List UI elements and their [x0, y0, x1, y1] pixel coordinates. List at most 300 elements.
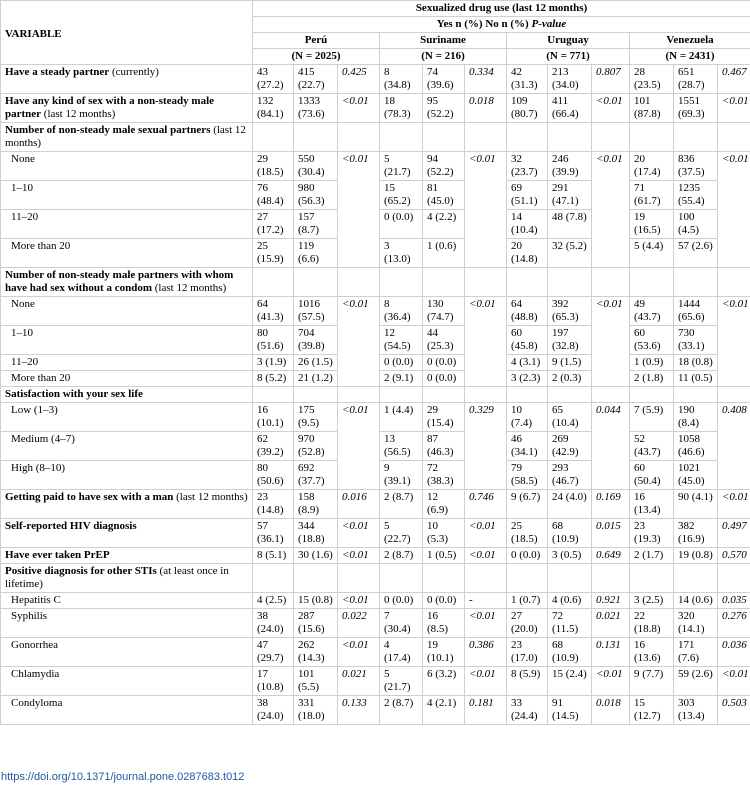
section-heading-row [1, 387, 750, 403]
value-cell: 19 (0.8) [674, 548, 718, 564]
empty-cell [674, 123, 718, 152]
variable-cell [1, 519, 253, 548]
country-venezuela: Venezuela [630, 33, 750, 49]
value-cell: 71 (61.7) [630, 181, 674, 210]
p-value-cell: <0.01 [465, 152, 507, 268]
value-cell: 3 (1.9) [253, 355, 294, 371]
p-value-cell: 0.649 [592, 548, 630, 564]
subcategory-label: Condyloma [1, 696, 253, 725]
p-value-cell: <0.01 [592, 152, 630, 268]
p-value-cell: <0.01 [718, 94, 750, 123]
value-cell: 3 (2.3) [507, 371, 548, 387]
value-cell: 59 (2.6) [674, 667, 718, 696]
value-cell: 0 (0.0) [380, 355, 423, 371]
table-row [1, 519, 750, 548]
value-cell: 130 (74.7) [423, 297, 465, 326]
value-cell: 175 (9.5) [294, 403, 338, 432]
empty-cell [507, 387, 548, 403]
value-cell: 19 (16.5) [630, 210, 674, 239]
p-value-cell: <0.01 [718, 667, 750, 696]
value-cell: 90 (4.1) [674, 490, 718, 519]
value-cell: 2 (8.7) [380, 696, 423, 725]
value-cell: 8 (5.1) [253, 548, 294, 564]
value-cell: 7 (5.9) [630, 403, 674, 432]
value-cell: 320 (14.1) [674, 609, 718, 638]
empty-cell [423, 564, 465, 593]
value-cell: 72 (38.3) [423, 461, 465, 490]
empty-cell [423, 123, 465, 152]
value-cell: 23 (14.8) [253, 490, 294, 519]
empty-cell [465, 268, 507, 297]
p-value-cell: 0.467 [718, 65, 750, 94]
empty-cell [465, 564, 507, 593]
value-cell: 0 (0.0) [380, 210, 423, 239]
header-row-title [1, 1, 750, 17]
value-cell: 42 (31.3) [507, 65, 548, 94]
value-cell: 68 (10.9) [548, 519, 592, 548]
value-cell: 17 (10.8) [253, 667, 294, 696]
value-cell: 0 (0.0) [380, 593, 423, 609]
value-cell: 0 (0.0) [507, 548, 548, 564]
value-cell: 13 (56.5) [380, 432, 423, 461]
p-value-cell: 0.425 [338, 65, 380, 94]
p-value-cell: 0.807 [592, 65, 630, 94]
value-cell: 4 (2.2) [423, 210, 465, 239]
value-cell: 4 (0.6) [548, 593, 592, 609]
value-cell: 16 (8.5) [423, 609, 465, 638]
value-cell: 158 (8.9) [294, 490, 338, 519]
value-cell: 392 (65.3) [548, 297, 592, 326]
p-value-cell: <0.01 [592, 297, 630, 387]
variable-label-bold: Number of non-steady male partners with whom have had sex without a condom [5, 269, 234, 294]
variable-cell [1, 490, 253, 519]
empty-cell [423, 387, 465, 403]
p-value-cell: <0.01 [338, 548, 380, 564]
value-cell: 651 (28.7) [674, 65, 718, 94]
subcategory-label: Syphilis [1, 609, 253, 638]
empty-cell [718, 268, 750, 297]
p-value-cell: 0.018 [465, 94, 507, 123]
value-cell: 15 (12.7) [630, 696, 674, 725]
value-cell: 4 (3.1) [507, 355, 548, 371]
empty-cell [380, 387, 423, 403]
value-cell: 64 (41.3) [253, 297, 294, 326]
empty-cell [548, 387, 592, 403]
p-value-cell: 0.746 [465, 490, 507, 519]
value-cell: 704 (39.8) [294, 326, 338, 355]
value-cell: 62 (39.2) [253, 432, 294, 461]
p-value-cell: 0.036 [718, 638, 750, 667]
p-value-cell: <0.01 [592, 667, 630, 696]
empty-cell [718, 564, 750, 593]
value-cell: 4 (2.5) [253, 593, 294, 609]
empty-cell [718, 123, 750, 152]
value-cell: 87 (46.3) [423, 432, 465, 461]
variable-cell [1, 564, 253, 593]
p-value-cell: <0.01 [465, 548, 507, 564]
value-cell: 27 (20.0) [507, 609, 548, 638]
value-cell: 9 (39.1) [380, 461, 423, 490]
value-cell: 344 (18.8) [294, 519, 338, 548]
value-cell: 81 (45.0) [423, 181, 465, 210]
empty-cell [294, 387, 338, 403]
empty-cell [630, 268, 674, 297]
p-value-cell: 0.021 [338, 667, 380, 696]
variable-label-bold: Satisfaction with your sex life [5, 388, 143, 400]
value-cell: 0 (0.0) [423, 371, 465, 387]
p-value-cell: 0.921 [592, 593, 630, 609]
value-cell: 15 (65.2) [380, 181, 423, 210]
value-cell: 411 (66.4) [548, 94, 592, 123]
subcategory-label: Medium (4–7) [1, 432, 253, 461]
value-cell: 1444 (65.6) [674, 297, 718, 326]
p-value-cell: <0.01 [338, 593, 380, 609]
value-cell: 287 (15.6) [294, 609, 338, 638]
value-cell: 730 (33.1) [674, 326, 718, 355]
p-value-cell: <0.01 [338, 152, 380, 268]
p-value-cell: 0.018 [592, 696, 630, 725]
subcategory-label: Chlamydia [1, 667, 253, 696]
value-cell: 3 (0.5) [548, 548, 592, 564]
p-value-cell: 0.181 [465, 696, 507, 725]
value-cell: 132 (84.1) [253, 94, 294, 123]
empty-cell [253, 268, 294, 297]
value-cell: 91 (14.5) [548, 696, 592, 725]
value-cell: 2 (1.8) [630, 371, 674, 387]
value-cell: 1333 (73.6) [294, 94, 338, 123]
variable-cell [1, 94, 253, 123]
table-row [1, 490, 750, 519]
subcategory-label: High (8–10) [1, 461, 253, 490]
value-cell: 33 (24.4) [507, 696, 548, 725]
empty-cell [630, 123, 674, 152]
p-value-cell: - [465, 593, 507, 609]
empty-cell [380, 268, 423, 297]
value-cell: 2 (9.1) [380, 371, 423, 387]
value-cell: 3 (13.0) [380, 239, 423, 268]
subcategory-label: Gonorrhea [1, 638, 253, 667]
value-cell: 246 (39.9) [548, 152, 592, 181]
value-cell: 14 (10.4) [507, 210, 548, 239]
p-value-cell: 0.408 [718, 403, 750, 490]
value-cell: 5 (4.4) [630, 239, 674, 268]
subcategory-label: 11–20 [1, 355, 253, 371]
section-heading-row [1, 564, 750, 593]
value-cell: 49 (43.7) [630, 297, 674, 326]
value-cell: 2 (1.7) [630, 548, 674, 564]
p-value-cell: 0.035 [718, 593, 750, 609]
value-cell: 1058 (46.6) [674, 432, 718, 461]
value-cell: 7 (30.4) [380, 609, 423, 638]
value-cell: 15 (0.8) [294, 593, 338, 609]
value-cell: 293 (46.7) [548, 461, 592, 490]
value-cell: 16 (10.1) [253, 403, 294, 432]
value-cell: 24 (4.0) [548, 490, 592, 519]
value-cell: 8 (5.9) [507, 667, 548, 696]
empty-cell [294, 123, 338, 152]
value-cell: 44 (25.3) [423, 326, 465, 355]
value-cell: 27 (17.2) [253, 210, 294, 239]
value-cell: 2 (8.7) [380, 490, 423, 519]
p-value-cell: <0.01 [465, 609, 507, 638]
value-cell: 1016 (57.5) [294, 297, 338, 326]
empty-cell [630, 564, 674, 593]
value-cell: 20 (14.8) [507, 239, 548, 268]
value-cell: 171 (7.6) [674, 638, 718, 667]
value-cell: 4 (17.4) [380, 638, 423, 667]
subtitle-pvalue: P-value [531, 18, 567, 30]
country-peru: Perú [253, 33, 380, 49]
table-row [1, 403, 750, 432]
value-cell: 19 (10.1) [423, 638, 465, 667]
value-cell: 692 (37.7) [294, 461, 338, 490]
value-cell: 28 (23.5) [630, 65, 674, 94]
value-cell: 303 (13.4) [674, 696, 718, 725]
value-cell: 382 (16.9) [674, 519, 718, 548]
empty-cell [630, 387, 674, 403]
p-value-cell: 0.169 [592, 490, 630, 519]
p-value-cell: <0.01 [338, 297, 380, 387]
table-subtitle [253, 17, 750, 33]
value-cell: 23 (17.0) [507, 638, 548, 667]
value-cell: 4 (2.1) [423, 696, 465, 725]
value-cell: 9 (6.7) [507, 490, 548, 519]
variable-header-cell [1, 1, 253, 65]
value-cell: 0 (0.0) [423, 355, 465, 371]
value-cell: 32 (23.7) [507, 152, 548, 181]
table-row [1, 94, 750, 123]
value-cell: 157 (8.7) [294, 210, 338, 239]
empty-cell [592, 123, 630, 152]
p-value-cell: <0.01 [338, 638, 380, 667]
variable-label-rest: (currently) [109, 66, 159, 78]
table-row [1, 65, 750, 94]
empty-cell [380, 564, 423, 593]
value-cell: 38 (24.0) [253, 696, 294, 725]
empty-cell [465, 387, 507, 403]
value-cell: 10 (5.3) [423, 519, 465, 548]
table-row [1, 152, 750, 181]
value-cell: 14 (0.6) [674, 593, 718, 609]
value-cell: 29 (15.4) [423, 403, 465, 432]
p-value-cell: 0.570 [718, 548, 750, 564]
p-value-cell: 0.022 [338, 609, 380, 638]
value-cell: 30 (1.6) [294, 548, 338, 564]
value-cell: 213 (34.0) [548, 65, 592, 94]
variable-label-bold: Have ever taken PrEP [5, 549, 110, 561]
empty-cell [338, 123, 380, 152]
value-cell: 57 (36.1) [253, 519, 294, 548]
subcategory-label: More than 20 [1, 371, 253, 387]
subcategory-label: 1–10 [1, 181, 253, 210]
empty-cell [548, 564, 592, 593]
value-cell: 1235 (55.4) [674, 181, 718, 210]
value-cell: 2 (0.3) [548, 371, 592, 387]
value-cell: 197 (32.8) [548, 326, 592, 355]
value-cell: 415 (22.7) [294, 65, 338, 94]
subcategory-label: Low (1–3) [1, 403, 253, 432]
empty-cell [507, 268, 548, 297]
subcategory-label: 1–10 [1, 326, 253, 355]
value-cell: 79 (58.5) [507, 461, 548, 490]
p-value-cell: <0.01 [718, 297, 750, 387]
value-cell: 12 (6.9) [423, 490, 465, 519]
table-row [1, 696, 750, 725]
variable-label-bold: Have a steady partner [5, 66, 110, 78]
p-value-cell: <0.01 [592, 94, 630, 123]
variable-cell [1, 387, 253, 403]
table-row [1, 667, 750, 696]
n-venezuela: (N = 2431) [630, 49, 750, 65]
value-cell: 0 (0.0) [423, 593, 465, 609]
variable-label: VARIABLE [5, 28, 62, 40]
p-value-cell: <0.01 [338, 94, 380, 123]
value-cell: 5 (22.7) [380, 519, 423, 548]
value-cell: 25 (15.9) [253, 239, 294, 268]
value-cell: 1 (4.4) [380, 403, 423, 432]
section-heading-row [1, 268, 750, 297]
value-cell: 46 (34.1) [507, 432, 548, 461]
value-cell: 101 (5.5) [294, 667, 338, 696]
value-cell: 291 (47.1) [548, 181, 592, 210]
value-cell: 12 (54.5) [380, 326, 423, 355]
country-uruguay: Uruguay [507, 33, 630, 49]
p-value-cell: 0.015 [592, 519, 630, 548]
value-cell: 80 (51.6) [253, 326, 294, 355]
empty-cell [294, 564, 338, 593]
value-cell: 269 (42.9) [548, 432, 592, 461]
variable-cell [1, 123, 253, 152]
empty-cell [718, 387, 750, 403]
value-cell: 8 (34.8) [380, 65, 423, 94]
empty-cell [465, 123, 507, 152]
subcategory-label: More than 20 [1, 239, 253, 268]
country-suriname: Suriname [380, 33, 507, 49]
variable-cell [1, 65, 253, 94]
subcategory-label: None [1, 297, 253, 326]
doi-link[interactable]: https://doi.org/10.1371/journal.pone.0287683.t012 [1, 771, 245, 783]
empty-cell [253, 387, 294, 403]
value-cell: 8 (5.2) [253, 371, 294, 387]
p-value-cell: 0.497 [718, 519, 750, 548]
value-cell: 20 (17.4) [630, 152, 674, 181]
p-value-cell: 0.021 [592, 609, 630, 638]
value-cell: 1 (0.5) [423, 548, 465, 564]
value-cell: 43 (27.2) [253, 65, 294, 94]
value-cell: 100 (4.5) [674, 210, 718, 239]
value-cell: 1 (0.6) [423, 239, 465, 268]
empty-cell [253, 564, 294, 593]
empty-cell [338, 268, 380, 297]
empty-cell [294, 268, 338, 297]
empty-cell [253, 123, 294, 152]
empty-cell [423, 268, 465, 297]
value-cell: 64 (48.8) [507, 297, 548, 326]
value-cell: 29 (18.5) [253, 152, 294, 181]
p-value-cell: <0.01 [338, 519, 380, 548]
p-value-cell: 0.276 [718, 609, 750, 638]
value-cell: 550 (30.4) [294, 152, 338, 181]
value-cell: 60 (45.8) [507, 326, 548, 355]
p-value-cell: <0.01 [718, 152, 750, 268]
value-cell: 25 (18.5) [507, 519, 548, 548]
empty-cell [338, 387, 380, 403]
value-cell: 80 (50.6) [253, 461, 294, 490]
empty-cell [674, 387, 718, 403]
value-cell: 3 (2.5) [630, 593, 674, 609]
value-cell: 60 (53.6) [630, 326, 674, 355]
p-value-cell: 0.334 [465, 65, 507, 94]
empty-cell [507, 123, 548, 152]
section-heading-row [1, 123, 750, 152]
value-cell: 74 (39.6) [423, 65, 465, 94]
value-cell: 2 (8.7) [380, 548, 423, 564]
p-value-cell: 0.016 [338, 490, 380, 519]
table-row [1, 593, 750, 609]
p-value-cell: 0.133 [338, 696, 380, 725]
value-cell: 9 (1.5) [548, 355, 592, 371]
variable-cell [1, 548, 253, 564]
variable-cell [1, 268, 253, 297]
value-cell: 47 (29.7) [253, 638, 294, 667]
empty-cell [548, 123, 592, 152]
subcategory-label: Hepatitis C [1, 593, 253, 609]
value-cell: 68 (10.9) [548, 638, 592, 667]
p-value-cell: 0.503 [718, 696, 750, 725]
variable-label-rest: (last 12 months) [152, 282, 227, 294]
subtitle-prefix: Yes n (%) No n (%) [436, 18, 529, 30]
value-cell: 5 (21.7) [380, 667, 423, 696]
value-cell: 331 (18.0) [294, 696, 338, 725]
empty-cell [380, 123, 423, 152]
value-cell: 65 (10.4) [548, 403, 592, 432]
table-title: Sexualized drug use (last 12 months) [253, 1, 750, 17]
p-value-cell: 0.386 [465, 638, 507, 667]
value-cell: 190 (8.4) [674, 403, 718, 432]
value-cell: 980 (56.3) [294, 181, 338, 210]
value-cell: 22 (18.8) [630, 609, 674, 638]
value-cell: 16 (13.6) [630, 638, 674, 667]
empty-cell [548, 268, 592, 297]
value-cell: 262 (14.3) [294, 638, 338, 667]
value-cell: 836 (37.5) [674, 152, 718, 181]
value-cell: 18 (0.8) [674, 355, 718, 371]
empty-cell [674, 268, 718, 297]
p-value-cell: <0.01 [338, 403, 380, 490]
empty-cell [507, 564, 548, 593]
variable-label-rest: (last 12 months) [5, 124, 246, 149]
p-value-cell: <0.01 [465, 297, 507, 387]
value-cell: 119 (6.6) [294, 239, 338, 268]
p-value-cell: <0.01 [465, 667, 507, 696]
value-cell: 6 (3.2) [423, 667, 465, 696]
value-cell: 10 (7.4) [507, 403, 548, 432]
value-cell: 8 (36.4) [380, 297, 423, 326]
p-value-cell: 0.131 [592, 638, 630, 667]
value-cell: 23 (19.3) [630, 519, 674, 548]
table-row [1, 297, 750, 326]
table-row [1, 638, 750, 667]
value-cell: 101 (87.8) [630, 94, 674, 123]
subcategory-label: None [1, 152, 253, 181]
subcategory-label: 11–20 [1, 210, 253, 239]
variable-label-bold: Getting paid to have sex with a man [5, 491, 174, 503]
variable-label-rest: (last 12 months) [41, 108, 116, 120]
n-peru: (N = 2025) [253, 49, 380, 65]
value-cell: 95 (52.2) [423, 94, 465, 123]
value-cell: 60 (50.4) [630, 461, 674, 490]
n-suriname: (N = 216) [380, 49, 507, 65]
